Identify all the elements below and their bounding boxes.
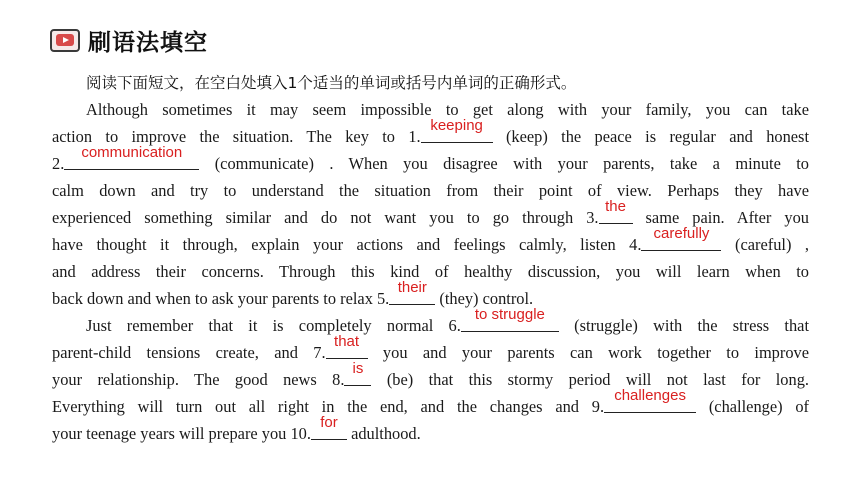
section-header <box>50 24 208 56</box>
passage-line-2: action to improve the situation. The key to 1. keeping (keep) the peace is regular and honest <box>52 117 809 146</box>
passage-line-11: your relationship. The good news 8. is (be) that this stormy period will not last for long. <box>52 360 809 389</box>
passage-line-9: Just remember that it is completely normal 6. to struggle (struggle) with the stress that <box>86 306 809 335</box>
answer-2: communication <box>81 144 183 161</box>
blank-3 <box>599 198 633 224</box>
passage-line-5: experienced something similar and do not want you to go through 3. the same pain. After you <box>52 198 809 227</box>
answer-4: carefully <box>653 225 710 242</box>
blank-1 <box>421 117 493 143</box>
section-title: 刷语法填空 <box>88 29 208 56</box>
answer-3: the <box>605 198 626 215</box>
answer-8: is <box>352 360 364 377</box>
answer-9: challenges <box>614 387 686 404</box>
blank-7 <box>326 333 368 359</box>
passage-line-8: back down and when to ask your parents to relax 5. their (they) control. <box>52 279 534 308</box>
passage-line-13: your teenage years will prepare you 10. for adulthood. <box>52 414 421 443</box>
answer-7: that <box>334 333 360 350</box>
blank-2 <box>64 144 199 170</box>
answer-5: their <box>397 279 427 296</box>
blank-9 <box>604 387 696 413</box>
passage-line-10: parent-child tensions create, and 7. that you and your parents can work together to improve <box>52 333 810 362</box>
passage-line-3: 2. communication (communicate) . When you disagree with your parents, take a minute to <box>52 144 809 173</box>
answer-6: to struggle <box>474 306 545 323</box>
blank-6 <box>461 306 559 332</box>
passage-line-12: Everything will turn out all right in the end, and the changes and 9. challenges (challenge) of <box>52 387 809 416</box>
answer-1: keeping <box>430 117 483 134</box>
passage-line-4: calm down and try to understand the situation from their point of view. Perhaps they have <box>52 181 809 200</box>
passage-line-6: have thought it through, explain your actions and feelings calmly, listen 4. carefully (careful) , <box>52 225 809 254</box>
blank-5 <box>389 279 435 305</box>
instruction-text: 阅读下面短文，在空白处填入1个适当的单词或括号内单词的正确形式。 <box>86 74 577 92</box>
blank-4 <box>641 225 721 251</box>
video-play-icon <box>50 29 80 52</box>
blank-10 <box>311 414 347 440</box>
blank-8 <box>344 360 371 386</box>
passage-line-7: and address their concerns. Through this kind of healthy discussion, you will learn when to <box>52 262 809 281</box>
answer-10: for <box>320 414 338 431</box>
passage-line-1: Although sometimes it may seem impossible to get along with your family, you can take <box>86 100 809 119</box>
